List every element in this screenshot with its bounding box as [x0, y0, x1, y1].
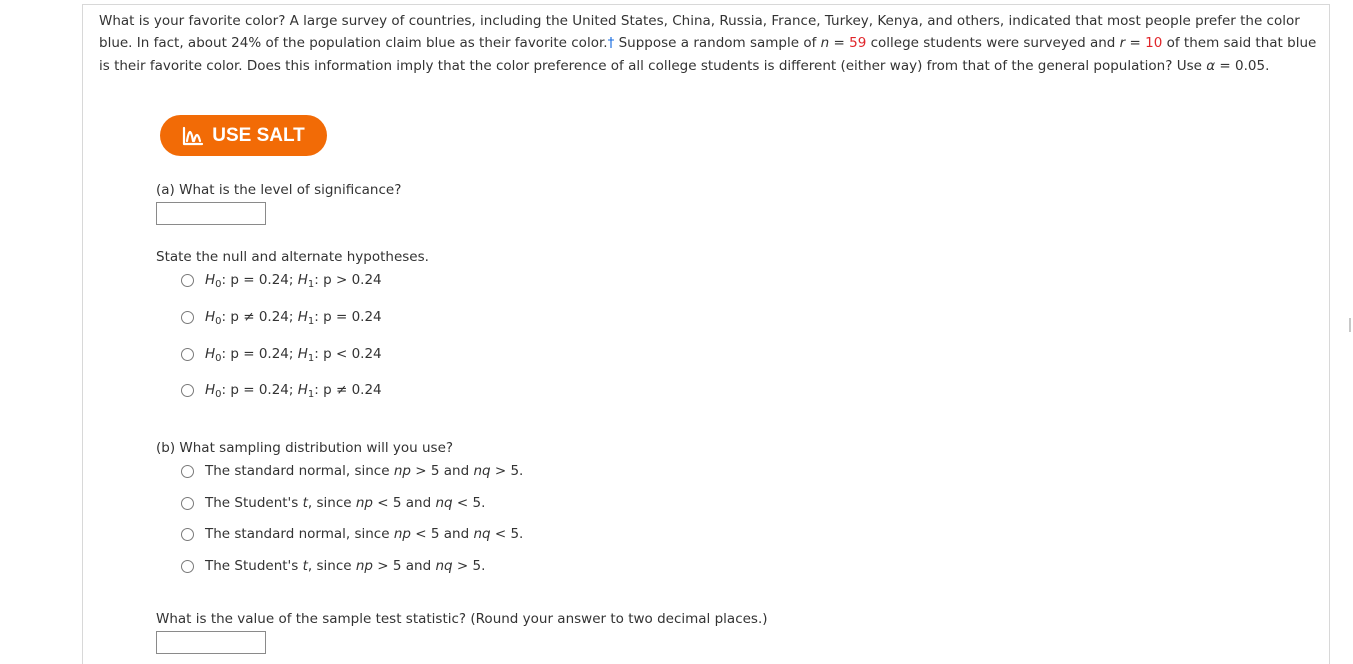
radio-button[interactable]	[181, 311, 194, 324]
salt-chart-icon	[182, 126, 204, 146]
use-salt-label: USE SALT	[212, 124, 305, 146]
part-b-question: (b) What sampling distribution will you use?	[156, 440, 454, 456]
hypothesis-text: $H_0$: p = 0.24; $H_1$: p > 0.24	[205, 272, 382, 290]
count-value: 10	[1145, 35, 1163, 52]
hypothesis-option-4[interactable]	[181, 382, 382, 398]
hypothesis-option-3[interactable]	[181, 346, 382, 362]
distribution-text: The standard normal, since np > 5 and nq > 5.	[205, 463, 524, 479]
footnote-link[interactable]: †	[607, 35, 615, 52]
distribution-option-1[interactable]	[181, 463, 523, 479]
distribution-text: The standard normal, since np < 5 and nq < 5.	[205, 526, 524, 542]
hypothesis-text: $H_0$: p = 0.24; $H_1$: p < 0.24	[205, 346, 382, 364]
test-statistic-input[interactable]	[156, 631, 266, 654]
radio-button[interactable]	[181, 560, 194, 573]
hypothesis-text: $H_0$: p = 0.24; $H_1$: p ≠ 0.24	[205, 382, 382, 400]
radio-button[interactable]	[181, 497, 194, 510]
significance-level-input[interactable]	[156, 202, 266, 225]
radio-button[interactable]	[181, 348, 194, 361]
problem-statement: What is your favorite color? A large survey of countries, including the United States, China, Russia, France, Turkey, Kenya, and others, indicated that most people prefer the color blue. In fact, about 24% of the population claim blue as their favorite color.† Suppose a random sample of n = 59 college students were surveyed and r = 10 of them said that blue is their favorite color. Does this information imply that the color preference of all college students is different (either way) from that of the general population? Use α = 0.05.	[99, 13, 1317, 74]
distribution-text: The Student's t, since np < 5 and nq < 5.	[205, 495, 486, 511]
sample-size-value: 59	[849, 35, 867, 52]
distribution-option-4[interactable]	[181, 558, 485, 574]
distribution-option-3[interactable]	[181, 526, 523, 542]
hypotheses-prompt: State the null and alternate hypotheses.	[156, 249, 429, 265]
hypothesis-option-2[interactable]	[181, 309, 382, 325]
part-a-question: (a) What is the level of significance?	[156, 182, 402, 198]
radio-button[interactable]	[181, 465, 194, 478]
hypothesis-option-1[interactable]	[181, 272, 382, 288]
distribution-option-2[interactable]	[181, 495, 485, 511]
use-salt-button[interactable]	[160, 115, 327, 156]
radio-button[interactable]	[181, 528, 194, 541]
radio-button[interactable]	[181, 384, 194, 397]
scrollbar-thumb[interactable]	[1349, 318, 1351, 332]
hypothesis-text: $H_0$: p ≠ 0.24; $H_1$: p = 0.24	[205, 309, 382, 327]
distribution-text: The Student's t, since np > 5 and nq > 5.	[205, 558, 486, 574]
test-statistic-question: What is the value of the sample test statistic? (Round your answer to two decimal places.)	[156, 611, 768, 627]
radio-button[interactable]	[181, 274, 194, 287]
